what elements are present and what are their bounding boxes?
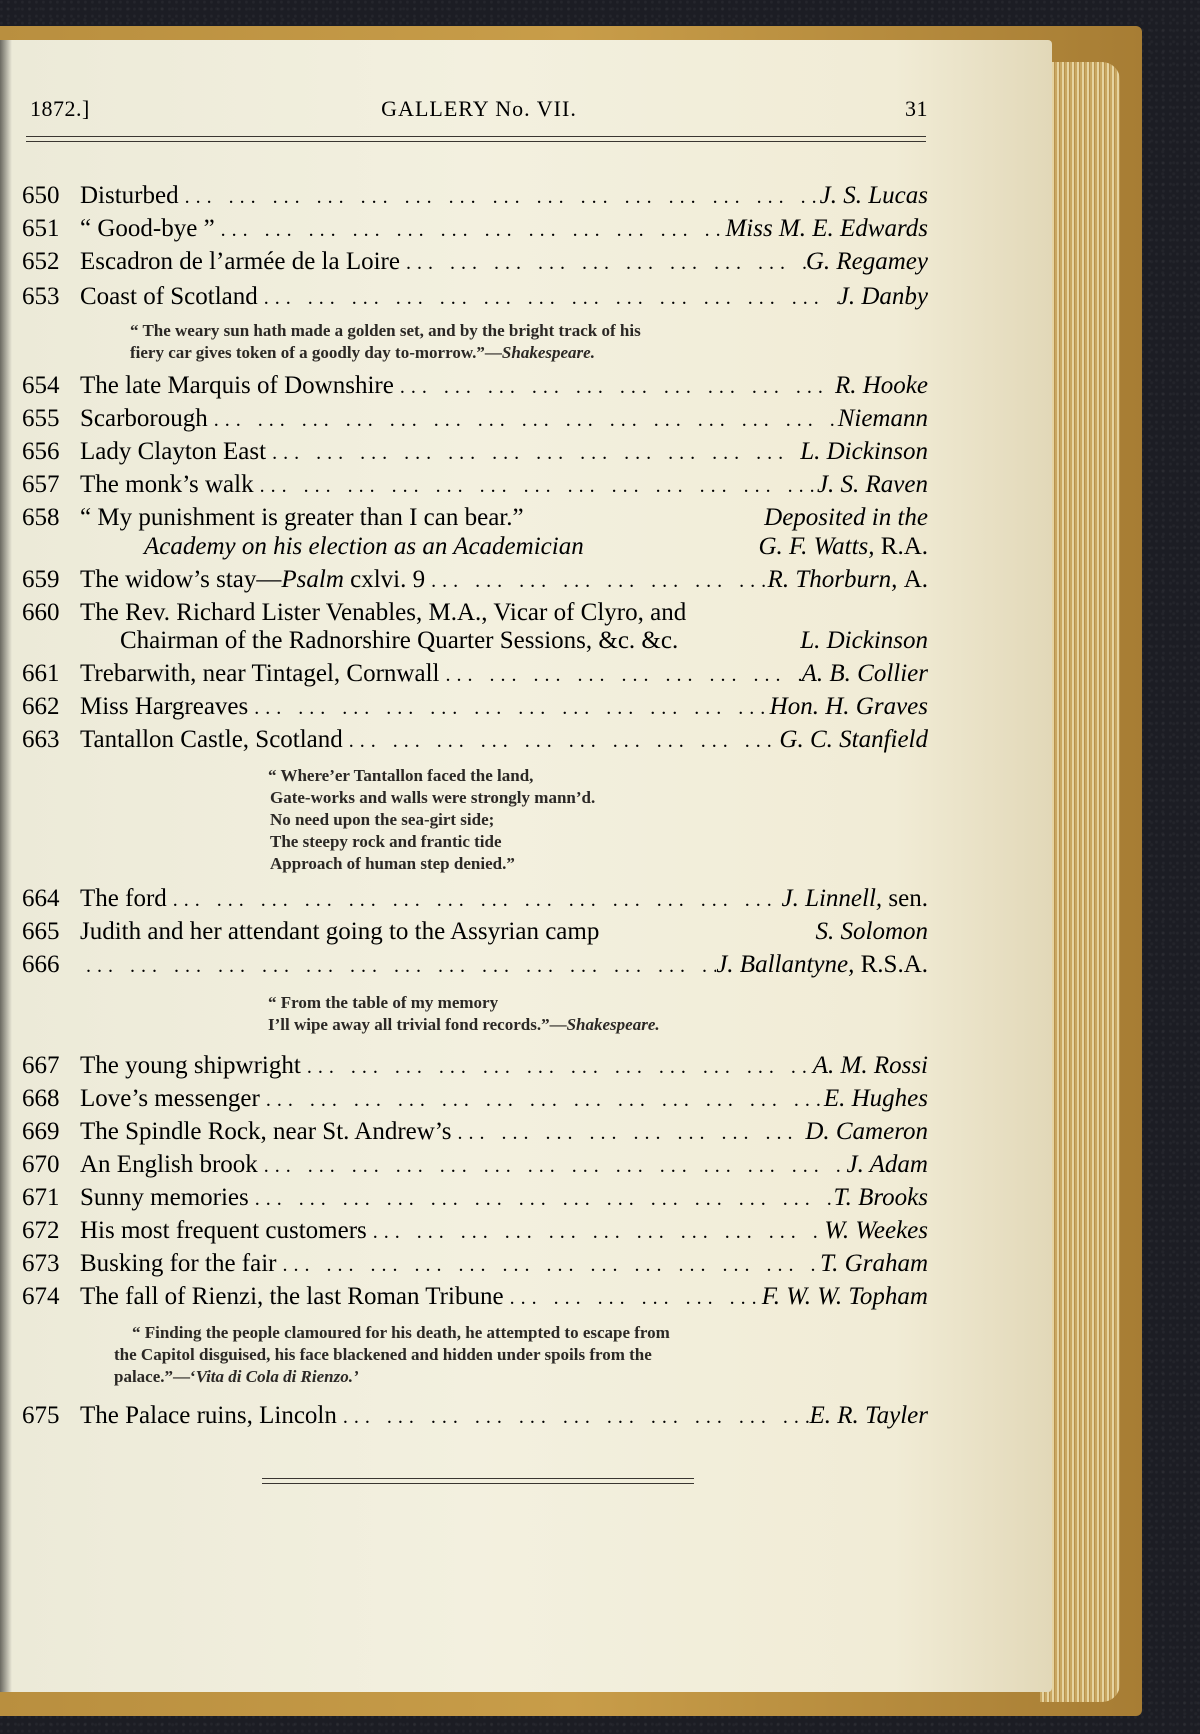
leader-dots: [208, 404, 838, 436]
entry-artist: S. Solomon: [815, 918, 928, 945]
verse-line: “ Where’er Tantallon faced the land,: [268, 766, 534, 785]
header-title: GALLERY No. VII.: [381, 96, 577, 121]
entry-651: [22, 213, 928, 246]
leader-dots: [367, 1216, 825, 1248]
entry-list: [22, 150, 928, 1433]
entry-number: 653: [22, 283, 60, 310]
running-header: [30, 96, 928, 136]
entry-number: 669: [22, 1118, 60, 1145]
leader-dots: [254, 470, 817, 502]
entry-674: [22, 1281, 928, 1314]
entry-number: 661: [22, 660, 60, 687]
entry-658-line2: [22, 531, 928, 564]
entry-number: 652: [22, 248, 60, 275]
entry-title-continued: Chairman of the Radnorshire Quarter Sessions, &c. &c.: [120, 627, 679, 654]
entry-number: 664: [22, 885, 60, 912]
entry-659: [22, 564, 928, 597]
entry-number: 674: [22, 1283, 60, 1310]
quote-source: Shakespeare.: [501, 343, 595, 362]
artist-name: J. Ballantyne,: [716, 951, 855, 978]
entry-663: [22, 724, 928, 757]
artist-name: G. F. Watts,: [758, 533, 875, 560]
entry-artist: [716, 949, 928, 981]
leader-dots: [425, 565, 767, 597]
leader-dots: [266, 437, 800, 469]
entry-title: His most frequent customers: [80, 1217, 367, 1244]
entry-artist: L. Dickinson: [800, 627, 928, 654]
entry-artist: W. Weekes: [824, 1217, 928, 1244]
leader-dots: [343, 725, 780, 757]
entry-artist: T. Graham: [820, 1250, 928, 1277]
entry-669: [22, 1116, 928, 1149]
entry-title: Love’s messenger: [80, 1085, 260, 1112]
entry-665: [22, 916, 928, 949]
entry-artist: D. Cameron: [805, 1118, 928, 1145]
quote-text: palace.”—‘: [114, 1367, 196, 1386]
verse-line: The steepy rock and frantic tide: [270, 832, 502, 851]
entry-title: Lady Clayton East: [80, 438, 267, 465]
entry-655: [22, 403, 928, 436]
verse-line: Gate-works and walls were strongly mann’d.: [270, 788, 596, 807]
entry-668: [22, 1083, 928, 1116]
quote-text: I’ll wipe away all trivial fond records.”—: [268, 1015, 567, 1034]
entry-artist: [781, 883, 928, 915]
spine-shadow: [0, 40, 12, 1692]
leader-dots: [80, 950, 716, 982]
leader-dots: [258, 282, 838, 314]
quote-line: “ The weary sun hath made a golden set, and by the bright track of his: [130, 321, 641, 340]
entry-artist: G. Regamey: [805, 248, 928, 275]
entry-title: Disturbed: [80, 182, 179, 209]
header-rule: [26, 136, 926, 142]
entry-title: The late Marquis of Downshire: [80, 372, 394, 399]
page-edges: [1040, 62, 1120, 1702]
entry-artist: Miss M. E. Edwards: [725, 215, 928, 242]
artist-suffix: R.A.: [880, 533, 928, 560]
quotation-674: [114, 1322, 928, 1388]
leader-dots: [179, 181, 820, 213]
quote-source: Vita di Cola di Rienzo.’: [195, 1367, 359, 1386]
leader-dots: [249, 1183, 834, 1215]
quote-line: “ From the table of my memory: [268, 993, 499, 1012]
entry-artist: J. Adam: [846, 1151, 928, 1178]
entry-650: [22, 180, 928, 213]
entry-number: 665: [22, 918, 60, 945]
entry-667: [22, 1050, 928, 1083]
entry-number: 667: [22, 1052, 60, 1079]
entry-673: [22, 1248, 928, 1281]
entry-title: Busking for the fair: [80, 1250, 277, 1277]
entry-number: 663: [22, 726, 60, 753]
leader-dots: [439, 659, 801, 691]
entry-title: Escadron de l’armée de la Loire: [80, 248, 400, 275]
leader-dots: [258, 1150, 847, 1182]
entry-artist: R. Hooke: [834, 372, 928, 399]
entry-artist: T. Brooks: [833, 1184, 928, 1211]
entry-661: [22, 658, 928, 691]
leader-dots: [248, 692, 769, 724]
entry-title: Sunny memories: [80, 1184, 249, 1211]
leader-dots: [504, 1282, 762, 1314]
entry-artist: E. R. Tayler: [809, 1402, 928, 1429]
header-page-number: 31: [905, 96, 928, 121]
entry-artist: J. Danby: [837, 283, 928, 310]
entry-title: [80, 564, 425, 596]
entry-title: The ford: [80, 885, 167, 912]
entry-656: [22, 436, 928, 469]
leader-dots: [400, 247, 806, 279]
entry-title: The fall of Rienzi, the last Roman Tribune: [80, 1283, 504, 1310]
entry-title: The Spindle Rock, near St. Andrew’s: [80, 1118, 452, 1145]
entry-title: Tantallon Castle, Scotland: [80, 726, 343, 753]
leader-dots: [215, 214, 726, 246]
leader-dots: [301, 1051, 813, 1083]
entry-title: The monk’s walk: [80, 471, 254, 498]
entry-title: “ Good-bye ”: [80, 215, 215, 242]
entry-artist: [768, 564, 928, 596]
leader-dots: [394, 371, 835, 403]
artist-suffix: sen.: [888, 885, 928, 912]
title-tail: cxlvi. 9: [350, 566, 426, 593]
entry-artist: L. Dickinson: [800, 438, 928, 465]
title-text: The widow’s stay—: [80, 566, 282, 593]
entry-657: [22, 469, 928, 502]
quote-source: Shakespeare.: [566, 1015, 660, 1034]
entry-title: Trebarwith, near Tintagel, Cornwall: [80, 660, 440, 687]
artist-name: J. Linnell,: [781, 885, 883, 912]
entry-number: 660: [22, 599, 60, 626]
entry-artist: G. C. Stanfield: [779, 726, 928, 753]
entry-653: [22, 281, 928, 314]
entry-number: 670: [22, 1151, 60, 1178]
entry-652: [22, 246, 928, 279]
verse-line: No need upon the sea-girt side;: [270, 810, 495, 829]
leader-dots: [167, 884, 782, 916]
entry-number: 654: [22, 372, 60, 399]
entry-654: [22, 370, 928, 403]
entry-artist: Niemann: [837, 405, 928, 432]
entry-title: Scarborough: [80, 405, 208, 432]
entry-artist: [759, 531, 929, 563]
entry-title-italic: Academy on his election as an Academician: [144, 533, 584, 560]
entry-title: The Rev. Richard Lister Venables, M.A., Vicar of Clyro, and: [80, 599, 687, 626]
leader-dots: [260, 1084, 824, 1116]
quote-text: fiery car gives token of a goodly day to-morrow.”—: [130, 343, 502, 362]
entry-number: 672: [22, 1217, 60, 1244]
entry-number: 657: [22, 471, 60, 498]
leader-dots: [337, 1401, 810, 1433]
entry-title: Miss Hargreaves: [80, 693, 249, 720]
quotation-663: [268, 765, 928, 875]
entry-number: 666: [22, 951, 60, 978]
artist-suffix: A.: [903, 566, 928, 593]
entry-number: 658: [22, 504, 60, 531]
entry-artist: A. M. Rossi: [812, 1052, 928, 1079]
entry-number: 671: [22, 1184, 60, 1211]
entry-artist: A. B. Collier: [801, 660, 928, 687]
artist-suffix: R.S.A.: [860, 951, 928, 978]
entry-title: “ My punishment is greater than I can bear.”: [80, 504, 524, 531]
entry-title: Coast of Scotland: [80, 283, 258, 310]
entry-672: [22, 1215, 928, 1248]
entry-deposit-note: Deposited in the: [764, 504, 928, 531]
end-rule: [262, 1478, 694, 1484]
entry-artist: J. S. Raven: [816, 471, 928, 498]
entry-artist: F. W. W. Topham: [761, 1283, 928, 1310]
leader-dots: [451, 1117, 805, 1149]
quote-line: the Capitol disguised, his face blackened and hidden under spoils from the: [114, 1345, 652, 1364]
quotation-653: [130, 320, 928, 364]
entry-artist: E. Hughes: [823, 1085, 928, 1112]
entry-670: [22, 1149, 928, 1182]
quote-line: [130, 342, 928, 364]
entry-artist: Hon. H. Graves: [769, 693, 928, 720]
entry-title: Judith and her attendant going to the Assyrian camp: [80, 918, 600, 945]
entry-number: 659: [22, 566, 60, 593]
quotation-666: [268, 992, 928, 1036]
entry-title: The Palace ruins, Lincoln: [80, 1402, 337, 1429]
entry-660-line2: [22, 625, 928, 658]
entry-number: 656: [22, 438, 60, 465]
entry-title: The young shipwright: [80, 1052, 301, 1079]
artist-name: R. Thorburn,: [767, 566, 898, 593]
entry-671: [22, 1182, 928, 1215]
entry-675: [22, 1400, 928, 1433]
leader-dots: [276, 1249, 820, 1281]
header-year: 1872.]: [30, 96, 90, 121]
entry-title: An English brook: [80, 1151, 258, 1178]
entry-number: 668: [22, 1085, 60, 1112]
entry-number: 673: [22, 1250, 60, 1277]
entry-artist: J. S. Lucas: [819, 182, 928, 209]
entry-number: 651: [22, 215, 60, 242]
entry-number: 662: [22, 693, 60, 720]
title-italic: Psalm: [281, 566, 344, 593]
verse-line: Approach of human step denied.”: [270, 854, 515, 873]
entry-title-continued: [80, 531, 584, 563]
quote-line: [114, 1366, 928, 1388]
quote-line: “ Finding the people clamoured for his death, he attempted to escape from: [132, 1323, 670, 1342]
entry-664: [22, 883, 928, 916]
entry-662: [22, 691, 928, 724]
entry-number: 675: [22, 1402, 60, 1429]
entry-number: 650: [22, 182, 60, 209]
entry-number: 655: [22, 405, 60, 432]
entry-666: [22, 949, 928, 982]
quote-line: [268, 1014, 928, 1036]
